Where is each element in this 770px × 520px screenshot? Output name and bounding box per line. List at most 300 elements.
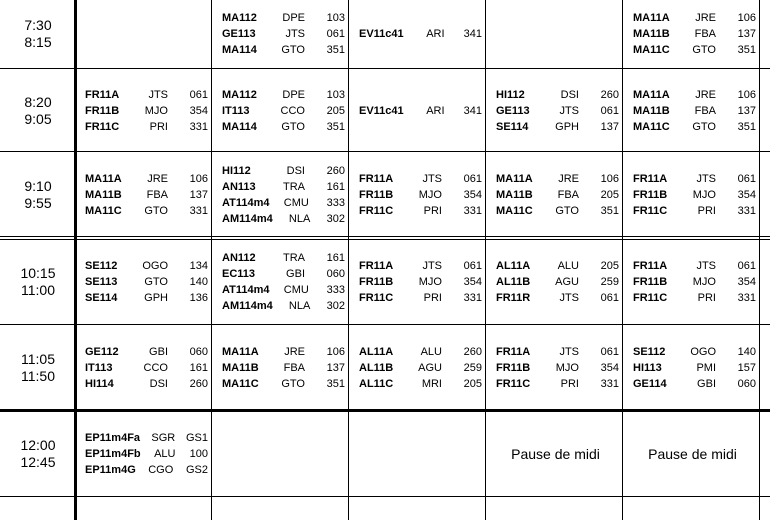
course-entry [359, 187, 482, 203]
time-cell [0, 240, 76, 324]
course-entry [496, 290, 619, 306]
course-code: GE112 [85, 346, 119, 358]
course-code: FR11B [359, 189, 394, 201]
course-entry [222, 211, 345, 227]
teacher-code: DPE [282, 12, 305, 24]
course-code: FR11C [633, 292, 668, 304]
schedule-cell [77, 412, 212, 496]
course-code: MA11B [496, 189, 533, 201]
schedule-cell [488, 240, 623, 324]
time-cell [0, 0, 76, 68]
room-number: 205 [600, 189, 619, 201]
course-code: IT113 [85, 362, 113, 374]
course-code: MA11B [633, 104, 670, 117]
course-code: MA114 [222, 120, 257, 133]
room-number: 351 [326, 378, 345, 390]
schedule-cell [488, 70, 623, 151]
room-number: 060 [737, 378, 756, 390]
course-code: AL11A [496, 260, 531, 272]
teacher-code: ARI [426, 104, 445, 117]
course-entry [222, 10, 345, 26]
schedule-cell [77, 153, 212, 237]
course-entry [222, 250, 345, 266]
schedule-cell [351, 498, 486, 520]
course-entry [359, 103, 482, 119]
course-entry [633, 103, 756, 119]
room-number: 331 [737, 205, 756, 217]
room-number: 331 [463, 205, 482, 217]
column-divider [348, 0, 349, 520]
room-number: 354 [600, 362, 619, 374]
course-code: SE114 [85, 292, 118, 304]
room-number: 106 [600, 173, 619, 185]
teacher-code: ALU [420, 346, 442, 358]
course-entry [633, 360, 756, 376]
course-entry [222, 344, 345, 360]
course-entry [633, 119, 756, 135]
course-entry [633, 171, 756, 187]
teacher-code: CMU [283, 284, 309, 296]
course-code: HI113 [633, 362, 662, 374]
course-entry [633, 42, 756, 58]
course-entry [633, 344, 756, 360]
teacher-code: PRI [697, 205, 716, 217]
room-number: 061 [737, 260, 756, 272]
room-number: GS2 [185, 464, 208, 476]
course-entry [359, 171, 482, 187]
room-number: 259 [463, 362, 482, 374]
room-number: 341 [463, 28, 482, 40]
end-time: 8:15 [24, 34, 52, 50]
course-entry [222, 360, 345, 376]
course-list [85, 430, 208, 478]
teacher-code: GTO [555, 205, 579, 217]
course-code: MA11C [85, 205, 122, 217]
teacher-code: MJO [692, 276, 716, 288]
course-code: SE112 [85, 260, 118, 272]
teacher-code: GPH [555, 120, 579, 133]
course-code: MA11C [633, 120, 670, 133]
schedule-cell [351, 70, 486, 151]
room-number: 137 [737, 104, 756, 117]
course-code: FR11B [633, 189, 668, 201]
time-cell [0, 153, 76, 237]
course-entry [633, 187, 756, 203]
course-code: SE112 [633, 346, 666, 358]
lunch-break-label: Pause de midi [648, 446, 737, 462]
schedule-cell [214, 70, 349, 151]
room-number: 060 [326, 268, 345, 280]
course-entry [222, 298, 345, 314]
start-time: 9:10 [24, 178, 52, 194]
column-divider [622, 0, 623, 520]
schedule-cell [214, 0, 349, 68]
room-number: 100 [189, 448, 208, 460]
course-code: AM114m4 [222, 300, 273, 312]
teacher-code: JTS [559, 346, 579, 358]
schedule-cell [625, 240, 760, 324]
teacher-code: TRA [283, 181, 305, 193]
row-divider [0, 496, 770, 497]
course-entry [633, 274, 756, 290]
course-entry [633, 290, 756, 306]
teacher-code: GTO [144, 205, 168, 217]
time-cell [0, 326, 76, 410]
course-list [633, 10, 756, 58]
teacher-code: DSI [560, 88, 579, 101]
schedule-cell [214, 498, 349, 520]
teacher-code: JRE [284, 346, 305, 358]
teacher-code: JTS [422, 260, 442, 272]
room-number: 137 [189, 189, 208, 201]
room-number: 061 [326, 28, 345, 40]
end-time: 9:05 [24, 110, 52, 127]
course-code: EC113 [222, 268, 256, 280]
teacher-code: NLA [288, 300, 311, 312]
course-code: HI114 [85, 378, 114, 390]
course-code: HI112 [222, 165, 251, 177]
course-entry [85, 430, 208, 446]
room-number: 137 [737, 28, 756, 40]
teacher-code: JTS [148, 88, 168, 101]
teacher-code: FBA [146, 189, 168, 201]
room-number: 060 [189, 346, 208, 358]
course-list [222, 250, 345, 314]
schedule-cell [488, 412, 623, 496]
course-entry [85, 376, 208, 392]
course-entry [359, 290, 482, 306]
schedule-cell [214, 326, 349, 410]
teacher-code: DSI [149, 378, 168, 390]
room-number: 351 [326, 44, 345, 56]
room-number: 134 [189, 260, 208, 272]
schedule-cell [214, 412, 349, 496]
teacher-code: GBI [149, 346, 168, 358]
course-code: MA11A [85, 173, 122, 185]
course-list [359, 344, 482, 392]
course-list [222, 87, 345, 135]
course-entry [633, 376, 756, 392]
course-list [496, 344, 619, 392]
teacher-code: GTO [692, 44, 716, 56]
room-number: 061 [463, 260, 482, 272]
room-number: 061 [737, 173, 756, 185]
room-number: 260 [463, 346, 482, 358]
course-entry [496, 119, 619, 135]
course-entry [496, 344, 619, 360]
teacher-code: FBA [694, 104, 716, 117]
time-cell [0, 70, 76, 151]
course-code: MA11B [85, 189, 122, 201]
schedule-cell [77, 0, 212, 68]
teacher-code: JRE [695, 12, 716, 24]
course-entry [496, 360, 619, 376]
schedule-cell [625, 498, 760, 520]
course-entry [633, 203, 756, 219]
room-number: 354 [737, 189, 756, 201]
course-entry [222, 42, 345, 58]
room-number: 333 [326, 197, 345, 209]
teacher-code: CMU [283, 197, 309, 209]
time-slot-row [0, 498, 770, 520]
schedule-cell [77, 70, 212, 151]
room-number: 302 [326, 300, 345, 312]
teacher-code: JTS [422, 173, 442, 185]
course-code: FR11B [85, 104, 120, 117]
course-entry [85, 360, 208, 376]
room-number: 260 [189, 378, 208, 390]
teacher-code: JRE [695, 88, 716, 101]
course-code: MA11C [633, 44, 670, 56]
teacher-code: ALU [557, 260, 579, 272]
teacher-code: MJO [418, 276, 442, 288]
course-list [85, 258, 208, 306]
schedule-cell [625, 0, 760, 68]
teacher-code: JTS [559, 292, 579, 304]
course-list [359, 258, 482, 306]
course-entry [496, 258, 619, 274]
schedule-cell [77, 326, 212, 410]
room-number: GS1 [185, 432, 208, 444]
schedule-cell [351, 153, 486, 237]
end-time: 11:00 [21, 282, 55, 298]
teacher-code: MJO [692, 189, 716, 201]
course-code: AN113 [222, 181, 256, 193]
room-number: 260 [326, 165, 345, 177]
teacher-code: JRE [147, 173, 168, 185]
course-code: HI112 [496, 88, 525, 101]
column-divider [759, 0, 760, 520]
course-code: FR11A [359, 173, 394, 185]
course-entry [496, 87, 619, 103]
teacher-code: FBA [283, 362, 305, 374]
room-number: 331 [189, 205, 208, 217]
course-list [222, 344, 345, 392]
course-code: AT114m4 [222, 197, 270, 209]
course-entry [496, 274, 619, 290]
room-number: 061 [463, 173, 482, 185]
course-code: MA11B [633, 28, 670, 40]
course-entry [85, 171, 208, 187]
teacher-code: NLA [288, 213, 311, 225]
course-list [359, 103, 482, 119]
course-code: SE114 [496, 120, 529, 133]
course-entry [85, 446, 208, 462]
course-entry [85, 187, 208, 203]
course-code: FR11C [496, 378, 531, 390]
course-code: AL11B [496, 276, 531, 288]
course-code: EP11m4Fb [85, 448, 141, 460]
course-code: MA11A [633, 88, 670, 101]
course-entry [85, 103, 208, 119]
course-entry [496, 171, 619, 187]
course-code: AL11B [359, 362, 394, 374]
teacher-code: TRA [283, 252, 305, 264]
teacher-code: PRI [423, 292, 442, 304]
teacher-code: GBI [697, 378, 716, 390]
course-entry [359, 203, 482, 219]
course-entry [222, 195, 345, 211]
course-code: EP11m4G [85, 464, 136, 476]
teacher-code: JTS [696, 260, 716, 272]
course-code: MA11C [496, 205, 533, 217]
teacher-code: DSI [286, 165, 305, 177]
course-entry [222, 26, 345, 42]
room-number: 103 [326, 88, 345, 101]
teacher-code: GTO [281, 378, 305, 390]
room-number: 061 [600, 104, 619, 117]
column-divider [485, 0, 486, 520]
course-code: AL11A [359, 346, 394, 358]
room-number: 351 [737, 120, 756, 133]
room-number: 205 [463, 378, 482, 390]
course-entry [222, 87, 345, 103]
teacher-code: GTO [144, 276, 168, 288]
course-code: MA11C [222, 378, 259, 390]
course-entry [633, 258, 756, 274]
teacher-code: GBI [286, 268, 305, 280]
room-number: 354 [463, 276, 482, 288]
teacher-code: PMI [696, 362, 716, 374]
time-cell [0, 498, 76, 520]
lunch-break-label: Pause de midi [511, 446, 600, 462]
teacher-code: PRI [423, 205, 442, 217]
teacher-code: GTO [281, 120, 305, 133]
teacher-code: MJO [144, 104, 168, 117]
teacher-code: FBA [694, 28, 716, 40]
course-entry [85, 258, 208, 274]
row-divider [0, 236, 770, 240]
course-list [85, 87, 208, 135]
course-code: MA112 [222, 88, 257, 101]
course-code: AN112 [222, 252, 256, 264]
schedule-cell [214, 153, 349, 237]
room-number: 259 [600, 276, 619, 288]
schedule-cell [488, 153, 623, 237]
teacher-code: OGO [690, 346, 716, 358]
start-time: 7:30 [24, 17, 52, 33]
schedule-cell [214, 240, 349, 324]
course-code: SE113 [85, 276, 118, 288]
course-list [633, 171, 756, 219]
room-number: 161 [326, 252, 345, 264]
course-code: AT114m4 [222, 284, 270, 296]
teacher-code: ALU [154, 448, 176, 460]
room-number: 354 [737, 276, 756, 288]
room-number: 351 [737, 44, 756, 56]
course-list [496, 87, 619, 135]
course-list [85, 171, 208, 219]
course-code: GE113 [496, 104, 530, 117]
row-divider [0, 151, 770, 152]
course-entry [222, 179, 345, 195]
course-entry [85, 274, 208, 290]
course-entry [359, 26, 482, 42]
start-time: 12:00 [20, 437, 56, 453]
course-entry [633, 10, 756, 26]
schedule-cell [488, 0, 623, 68]
row-divider [0, 324, 770, 325]
teacher-code: AGU [418, 362, 442, 374]
room-number: 331 [600, 378, 619, 390]
end-time: 12:45 [20, 454, 56, 470]
room-number: 331 [737, 292, 756, 304]
row-divider [0, 409, 770, 412]
course-entry [222, 119, 345, 135]
room-number: 161 [189, 362, 208, 374]
course-code: FR11A [359, 260, 394, 272]
time-slot-row [0, 70, 770, 151]
course-entry [359, 274, 482, 290]
course-code: FR11A [85, 88, 120, 101]
teacher-code: PRI [697, 292, 716, 304]
room-number: 351 [326, 120, 345, 133]
course-code: IT113 [222, 104, 250, 117]
course-code: FR11A [633, 260, 668, 272]
course-entry [359, 258, 482, 274]
teacher-code: JTS [285, 28, 305, 40]
end-time: 9:55 [24, 195, 52, 211]
schedule-cell [351, 412, 486, 496]
course-list [496, 171, 619, 219]
course-code: EP11m4Fa [85, 432, 141, 444]
schedule-cell [625, 153, 760, 237]
teacher-code: ARI [426, 28, 445, 40]
start-time: 8:20 [24, 93, 52, 110]
room-number: 137 [600, 120, 619, 133]
schedule-cell [488, 326, 623, 410]
teacher-code: GPH [144, 292, 168, 304]
course-entry [633, 87, 756, 103]
room-number: 103 [326, 12, 345, 24]
room-number: 106 [326, 346, 345, 358]
time-slot-row [0, 240, 770, 324]
course-entry [222, 376, 345, 392]
course-code: MA11B [222, 362, 259, 374]
course-code: AL11C [359, 378, 394, 390]
teacher-code: PRI [149, 120, 168, 133]
teacher-code: GTO [692, 120, 716, 133]
course-entry [222, 266, 345, 282]
schedule-cell [625, 326, 760, 410]
course-list [633, 344, 756, 392]
room-number: 205 [600, 260, 619, 272]
course-code: FR11C [85, 120, 120, 133]
room-number: 205 [326, 104, 345, 117]
course-code: AM114m4 [222, 213, 273, 225]
course-entry [85, 87, 208, 103]
room-number: 140 [189, 276, 208, 288]
room-number: 331 [189, 120, 208, 133]
course-code: FR11C [359, 292, 394, 304]
course-entry [496, 376, 619, 392]
teacher-code: OGO [142, 260, 168, 272]
course-code: FR11A [633, 173, 668, 185]
course-entry [85, 462, 208, 478]
row-divider [0, 68, 770, 69]
room-number: 140 [737, 346, 756, 358]
room-number: 106 [189, 173, 208, 185]
column-divider [74, 0, 77, 520]
room-number: 354 [463, 189, 482, 201]
course-list [496, 258, 619, 306]
course-code: FR11C [633, 205, 668, 217]
start-time: 10:15 [20, 265, 56, 281]
course-code: FR11B [496, 362, 531, 374]
course-entry [222, 103, 345, 119]
room-number: 341 [463, 104, 482, 117]
room-number: 354 [189, 104, 208, 117]
